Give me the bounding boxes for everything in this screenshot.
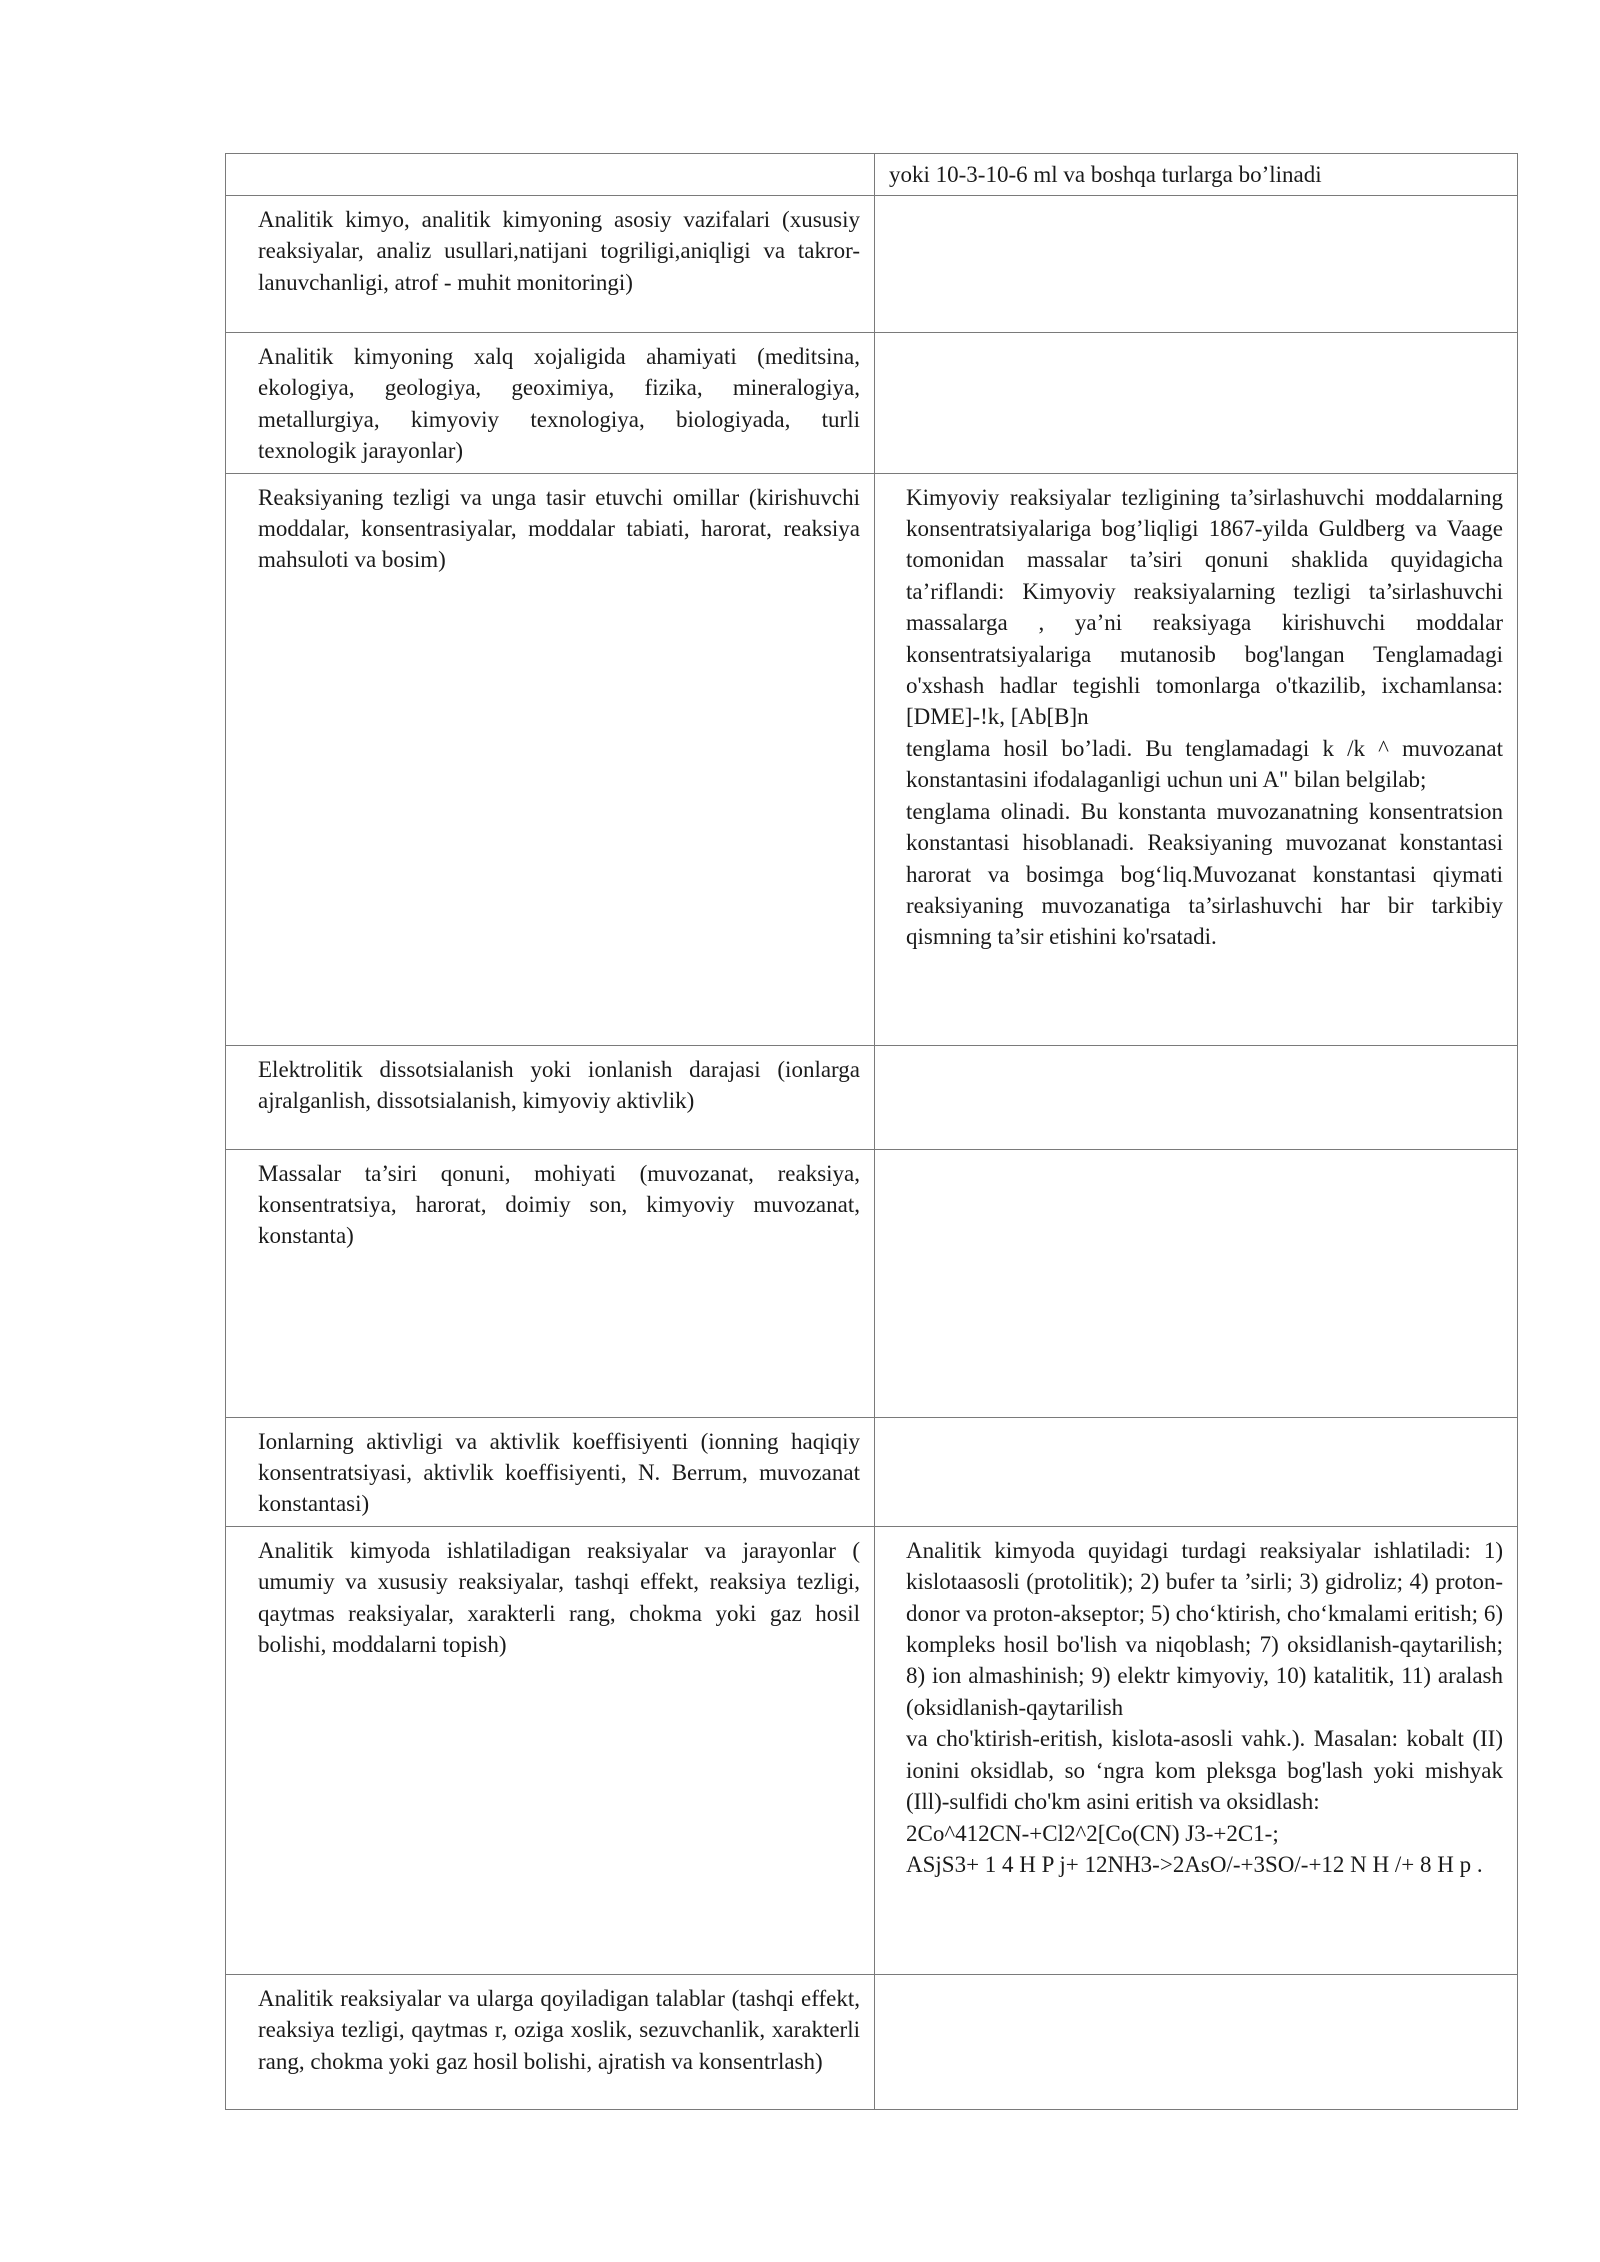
answer-paragraph: Analitik kimyoda quyidagi turdagi reaksiyalar ishlatiladi: 1) kislotaasosli (protolitik); 2) bufer ta ’sirli; 3) gidroliz; 4) proton-donor va proton-akseptor; 5) cho‘ktirish, cho‘kmalami eritish; 6) kompleks hosil bo'lish va niqoblash; 7) oksidlanish-qaytarilish; 8) ion almashinish; 9) elektr kimyoviy, 10) katalitik, 11) aralash (oksidlanish-qaytarilish [906, 1537, 1503, 1720]
answer-cell [875, 473, 1518, 1045]
table-row [226, 1974, 1518, 2109]
topic-cell: Ionlarning aktivligi va aktivlik koeffisiyenti (ionning haqiqiy konsentratsiyasi, aktivlik koeffisiyenti, N. Berrum, muvozanat konstantasi) [226, 1417, 875, 1526]
answer-paragraph: yoki 10-3-10-6 ml va boshqa turlarga bo’linadi [889, 162, 1322, 187]
answer-cell [875, 1149, 1518, 1417]
answer-cell [875, 1974, 1518, 2109]
answer-paragraph: va cho'ktirish-eritish, kislota-asosli vahk.). Masalan: kobalt (II) ionini oksidlab, so ‘ngra kom pleksga bog'lash yoki mishyak (Ill)-sulfidi cho'km asini eritish va oksidlash: [906, 1726, 1503, 1815]
topic-cell [226, 154, 875, 196]
answer-cell [875, 1417, 1518, 1526]
table-row [226, 333, 1518, 474]
topic-cell: Massalar ta’siri qonuni, mohiyati (muvozanat, reaksiya, konsentratsiya, harorat, doimiy son, kimyoviy muvozanat, konstanta) [226, 1149, 875, 1417]
answer-paragraph: ASjS3+ 1 4 H P j+ 12NH3->2AsO/-+3SO/-+12 N H /+ 8 H p . [906, 1851, 1483, 1877]
topic-cell: Reaksiyaning tezligi va unga tasir etuvchi omillar (kirishuvchi moddalar, konsentrasiyalar, moddalar tabiati, harorat, reaksiya mahsuloti va bosim) [226, 473, 875, 1045]
table-row [226, 196, 1518, 333]
topics-table [225, 153, 1518, 2110]
answer-paragraph: tenglama hosil bo’ladi. Bu tenglamadagi k /k ^ muvozanat konstantasini ifodalaganligi uchun uni A" bilan belgilab; [906, 735, 1503, 793]
answer-cell [875, 1045, 1518, 1149]
answer-cell [875, 333, 1518, 474]
table-row [226, 1417, 1518, 1526]
topic-cell: Elektrolitik dissotsialanish yoki ionlanish darajasi (ionlarga ajralganlish, dissotsialanish, kimyoviy aktivlik) [226, 1045, 875, 1149]
answer-cell [875, 1526, 1518, 1974]
topic-cell: Analitik kimyoda ishlatiladigan reaksiyalar va jarayonlar ( umumiy va xususiy reaksiyalar, tashqi effekt, reaksiya tezligi, qaytmas reaksiyalar, xarakterli rang, chokma yoki gaz hosil bolishi, moddalarni topish) [226, 1526, 875, 1974]
table-row [226, 1045, 1518, 1149]
table-row [226, 1149, 1518, 1417]
answer-cell [875, 196, 1518, 333]
answer-paragraph: tenglama olinadi. Bu konstanta muvozanatning konsentratsion konstantasi hisoblanadi. Reaksiyaning muvozanat konstantasi harorat va bosimga bog‘liq.Muvozanat konstantasi qiymati reaksiyaning muvozanatiga ta’sirlashuvchi har bir tarkibiy qismning ta’sir etishini ko'rsatadi. [906, 798, 1503, 950]
answer-paragraph: Kimyoviy reaksiyalar tezligining ta’sirlashuvchi moddalarning konsentratsiyalariga bog’liqligi 1867-yilda Guldberg va Vaage tomonidan massalar ta’siri qonuni shaklida quyidagicha ta’riflandi: Kimyoviy reaksiyalarning tezligi ta’sirlashuvchi massalarga , ya’ni reaksiyaga kirishuvchi moddalar konsentratsiyalariga mutanosib bog'langan Tenglamadagi o'xshash hadlar tegishli tomonlarga o'tkazilib, ixchamlansa: [DME]-!k, [Ab[B]n [906, 484, 1503, 730]
topic-cell: Analitik kimyoning xalq xojaligida ahamiyati (meditsina, ekologiya, geologiya, geoximiya, fizika, mineralogiya, metallurgiya, kimyoviy texnologiya, biologiyada, turli texnologik jarayonlar) [226, 333, 875, 474]
topic-cell: Analitik reaksiyalar va ularga qoyiladigan talablar (tashqi effekt, reaksiya tezligi, qaytmas r, oziga xoslik, sezuvchanlik, xarakterli rang, chokma yoki gaz hosil bolishi, ajratish va konsentrlash) [226, 1974, 875, 2109]
answer-paragraph: 2Co^412CN-+Cl2^2[Co(CN) J3-+2C1-; [906, 1820, 1279, 1846]
table-row [226, 154, 1518, 196]
topic-cell: Analitik kimyo, analitik kimyoning asosiy vazifalari (xususiy reaksiyalar, analiz usullari,natijani togriligi,aniqligi va takror-lanuvchanligi, atrof - muhit monitoringi) [226, 196, 875, 333]
table-row [226, 473, 1518, 1045]
answer-cell [875, 154, 1518, 196]
table-row [226, 1526, 1518, 1974]
